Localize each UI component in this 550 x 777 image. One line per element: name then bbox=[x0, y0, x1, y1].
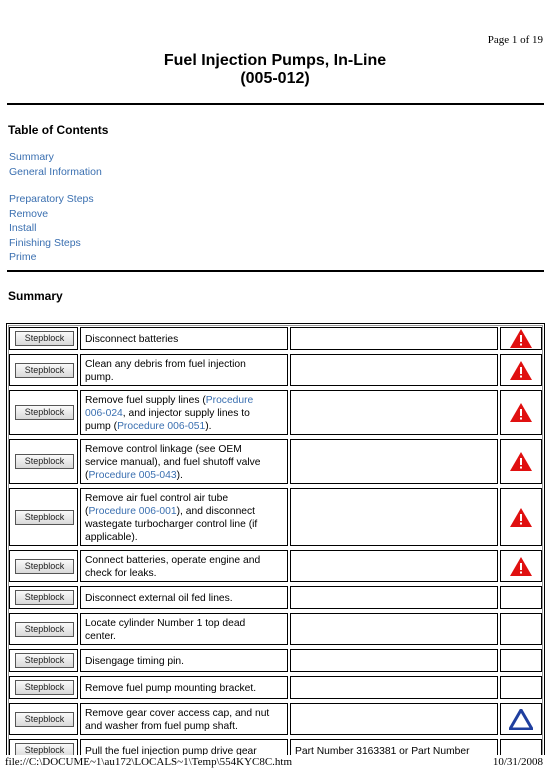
summary-heading: Summary bbox=[8, 289, 63, 303]
toc-group-1 bbox=[9, 150, 102, 179]
step-text: and washer from fuel pump shaft. bbox=[85, 721, 238, 732]
step-row bbox=[7, 649, 544, 672]
step-parts-cell bbox=[290, 390, 498, 435]
step-button-cell bbox=[9, 649, 78, 672]
step-parts-cell bbox=[290, 613, 498, 645]
step-text: Pull the fuel injection pump drive gear bbox=[85, 746, 257, 755]
toc-group-2 bbox=[9, 192, 94, 265]
stepblock-button[interactable]: Stepblock bbox=[15, 510, 74, 525]
step-button-cell bbox=[9, 550, 78, 582]
step-parts-cell bbox=[290, 327, 498, 350]
step-row bbox=[7, 390, 544, 435]
step-description-cell bbox=[80, 649, 288, 672]
step-text: ). bbox=[205, 421, 212, 432]
step-text: Connect batteries, operate engine and bbox=[85, 555, 261, 566]
note-triangle-icon bbox=[509, 709, 533, 730]
step-text: Disconnect batteries bbox=[85, 334, 179, 345]
step-description-cell bbox=[80, 703, 288, 735]
step-icon-cell bbox=[500, 327, 542, 350]
step-description-cell bbox=[80, 327, 288, 350]
warning-triangle-icon bbox=[509, 507, 533, 528]
toc-divider bbox=[7, 270, 544, 272]
step-text: , and injector supply lines to bbox=[122, 408, 250, 419]
step-icon-cell bbox=[500, 488, 542, 546]
step-description bbox=[85, 682, 284, 695]
footer-file-path: file://C:\DOCUME~1\au172\LOCALS~1\Temp\554KYC8C.htm bbox=[5, 756, 293, 768]
step-text: Remove air fuel control air tube bbox=[85, 493, 229, 504]
step-text: Remove gear cover access cap, and nut bbox=[85, 708, 270, 719]
step-icon-cell bbox=[500, 739, 542, 755]
step-text: check for leaks. bbox=[85, 568, 157, 579]
step-icon-cell bbox=[500, 439, 542, 484]
step-text: ), and disconnect bbox=[176, 506, 256, 517]
step-parts-cell bbox=[290, 739, 498, 755]
summary-table bbox=[6, 323, 545, 755]
step-text: Remove fuel supply lines ( bbox=[85, 395, 206, 406]
step-button-cell bbox=[9, 703, 78, 735]
step-icon-cell bbox=[500, 703, 542, 735]
step-description-cell bbox=[80, 354, 288, 386]
step-text: wastegate turbocharger control line (if bbox=[85, 519, 258, 530]
step-description bbox=[85, 617, 284, 643]
stepblock-button[interactable]: Stepblock bbox=[15, 559, 74, 574]
step-text: Disconnect external oil fed lines. bbox=[85, 593, 233, 604]
step-description bbox=[85, 707, 284, 733]
document-title-line2: (005-012) bbox=[240, 70, 310, 87]
step-description-cell bbox=[80, 488, 288, 546]
step-row bbox=[7, 550, 544, 582]
footer-date: 10/31/2008 bbox=[492, 756, 543, 768]
warning-triangle-icon bbox=[509, 451, 533, 472]
step-description-cell bbox=[80, 676, 288, 699]
step-row bbox=[7, 354, 544, 386]
step-button-cell bbox=[9, 488, 78, 546]
title-divider bbox=[7, 103, 544, 105]
step-row bbox=[7, 488, 544, 546]
step-button-cell bbox=[9, 354, 78, 386]
step-text: ). bbox=[176, 470, 183, 481]
step-description-cell bbox=[80, 586, 288, 609]
toc-link-remove[interactable]: Remove bbox=[9, 207, 49, 220]
step-parts-cell bbox=[290, 586, 498, 609]
step-text: center. bbox=[85, 631, 116, 642]
stepblock-button[interactable]: Stepblock bbox=[15, 454, 74, 469]
step-description-cell bbox=[80, 550, 288, 582]
step-button-cell bbox=[9, 327, 78, 350]
step-description bbox=[85, 592, 284, 605]
step-row bbox=[7, 586, 544, 609]
step-icon-cell bbox=[500, 354, 542, 386]
toc-heading: Table of Contents bbox=[8, 123, 109, 137]
document-title-line1: Fuel Injection Pumps, In-Line bbox=[163, 52, 387, 69]
step-description bbox=[85, 554, 284, 580]
stepblock-button[interactable]: Stepblock bbox=[15, 331, 74, 346]
procedure-link[interactable]: Procedure 006-001 bbox=[88, 506, 177, 517]
procedure-link[interactable]: Procedure 005-043 bbox=[88, 470, 177, 481]
step-text: ( bbox=[85, 470, 89, 481]
step-row bbox=[7, 676, 544, 699]
step-parts-cell bbox=[290, 649, 498, 672]
step-text: Disengage timing pin. bbox=[85, 656, 185, 667]
step-text: ( bbox=[85, 506, 89, 517]
stepblock-button[interactable]: Stepblock bbox=[15, 712, 74, 727]
step-row bbox=[7, 613, 544, 645]
procedure-link[interactable]: Procedure bbox=[205, 395, 254, 406]
step-description bbox=[85, 358, 284, 384]
warning-triangle-icon bbox=[509, 328, 533, 349]
step-parts-cell bbox=[290, 703, 498, 735]
toc-link-finishing-steps[interactable]: Finishing Steps bbox=[9, 236, 81, 249]
step-button-cell bbox=[9, 586, 78, 609]
step-icon-cell bbox=[500, 676, 542, 699]
step-text: service manual), and fuel shutoff valve bbox=[85, 457, 261, 468]
step-description bbox=[85, 333, 284, 346]
step-text: Clean any debris from fuel injection bbox=[85, 359, 246, 370]
step-description-cell bbox=[80, 739, 288, 755]
step-parts-cell bbox=[290, 488, 498, 546]
step-icon-cell bbox=[500, 586, 542, 609]
stepblock-button[interactable]: Stepblock bbox=[15, 622, 74, 637]
stepblock-button[interactable]: Stepblock bbox=[15, 363, 74, 378]
stepblock-button[interactable]: Stepblock bbox=[15, 405, 74, 420]
step-description-cell bbox=[80, 439, 288, 484]
step-icon-cell bbox=[500, 550, 542, 582]
toc-link-preparatory-steps[interactable]: Preparatory Steps bbox=[9, 193, 94, 205]
step-text: Locate cylinder Number 1 top dead bbox=[85, 618, 246, 629]
step-parts-cell bbox=[290, 676, 498, 699]
step-description bbox=[85, 492, 284, 544]
step-row bbox=[7, 327, 544, 350]
step-text: applicable). bbox=[85, 532, 138, 543]
step-parts-text: Part Number 3163381 or Part Number bbox=[295, 746, 470, 755]
stepblock-button[interactable]: Stepblock bbox=[15, 680, 74, 695]
step-button-cell bbox=[9, 439, 78, 484]
step-icon-cell bbox=[500, 649, 542, 672]
procedure-link[interactable]: 006-024 bbox=[85, 408, 123, 419]
step-parts-cell bbox=[290, 550, 498, 582]
toc-link-summary[interactable]: Summary bbox=[9, 151, 54, 163]
step-icon-cell bbox=[500, 390, 542, 435]
step-description bbox=[85, 745, 284, 755]
step-parts-cell bbox=[290, 439, 498, 484]
step-button-cell bbox=[9, 739, 78, 755]
step-text: Remove control linkage (see OEM bbox=[85, 444, 242, 455]
step-parts-cell bbox=[290, 354, 498, 386]
warning-triangle-icon bbox=[509, 556, 533, 577]
step-row bbox=[7, 439, 544, 484]
step-icon-cell bbox=[500, 613, 542, 645]
step-row bbox=[7, 739, 544, 755]
page-indicator: Page 1 of 19 bbox=[487, 34, 543, 46]
stepblock-button[interactable]: Stepblock bbox=[15, 590, 74, 605]
step-text: pump ( bbox=[85, 421, 118, 432]
warning-triangle-icon bbox=[509, 402, 533, 423]
step-text: pump. bbox=[85, 372, 114, 383]
step-button-cell bbox=[9, 676, 78, 699]
toc-link-prime[interactable]: Prime bbox=[9, 251, 37, 263]
warning-triangle-icon bbox=[509, 360, 533, 381]
step-text: Remove fuel pump mounting bracket. bbox=[85, 683, 257, 694]
step-description bbox=[85, 394, 284, 433]
step-description bbox=[85, 655, 284, 668]
stepblock-button[interactable]: Stepblock bbox=[15, 653, 74, 668]
step-description-cell bbox=[80, 390, 288, 435]
step-button-cell bbox=[9, 613, 78, 645]
step-description-cell bbox=[80, 613, 288, 645]
toc-link-general-information[interactable]: General Information bbox=[9, 165, 102, 178]
procedure-link[interactable]: Procedure 006-051 bbox=[117, 421, 206, 432]
step-button-cell bbox=[9, 390, 78, 435]
toc-link-install[interactable]: Install bbox=[9, 222, 37, 234]
step-description bbox=[85, 443, 284, 482]
document-title bbox=[0, 52, 550, 88]
stepblock-button[interactable]: Stepblock bbox=[15, 743, 74, 755]
step-row bbox=[7, 703, 544, 735]
